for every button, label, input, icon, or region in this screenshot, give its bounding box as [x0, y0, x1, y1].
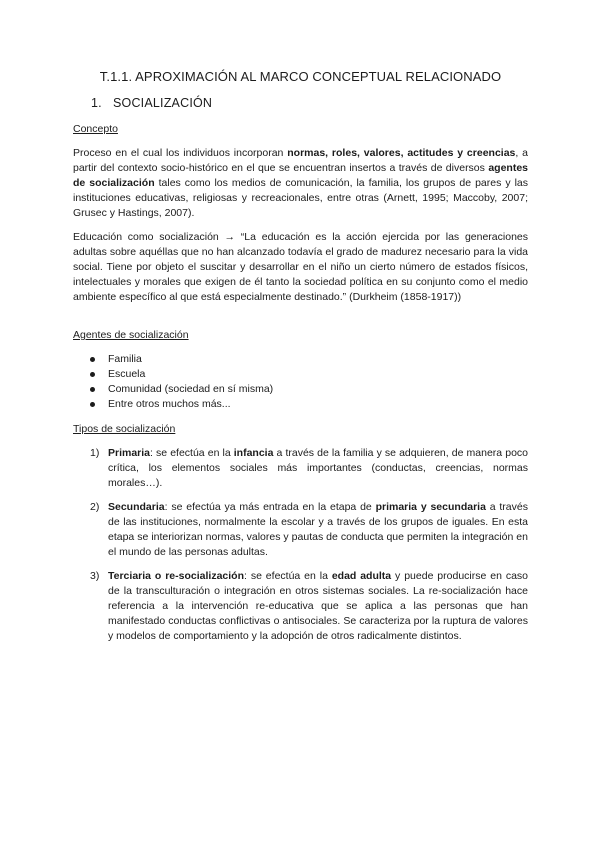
- tipos-heading: Tipos de socialización: [73, 423, 176, 435]
- text-run: Proceso en el cual los individuos incorporan: [73, 147, 288, 159]
- list-item: Entre otros muchos más...: [90, 397, 273, 412]
- tipos-item-terciaria: [90, 569, 528, 644]
- bold-run: primaria y secundaria: [375, 501, 486, 513]
- text-run: y puede producirse en caso de la transculturación o integración en otros sistemas sociales. La re-socialización hace referencia a la intervención re-educativa que se aplica a las personas que han manifestado conductas conflictivas o antisociales. Se caracteriza por la ruptura de valores y modelos de comportamiento y la adopción de otros radicalmente distintos.: [108, 570, 528, 642]
- item-number: 1): [90, 447, 100, 459]
- text-run: , a partir del contexto socio-histórico en el que se encuentran insertos a través de diversos: [73, 147, 528, 174]
- text-run: a través de la familia y se adquieren, de manera poco crítica, los elementos sociales más importantes (conductas, creencias, normas morales…).: [108, 447, 528, 489]
- text-run: a través de las instituciones, normalmente la escolar y a través de los grupos de iguales. En esta etapa se interiorizan normas, valores y pautas de conducta que permiten la integración en el mundo de las personas adultas.: [108, 501, 528, 558]
- list-item: Familia: [90, 352, 273, 367]
- text-run: tales como los medios de comunicación, la familia, los grupos de pares y las instituciones educativas, religiosas y recreacionales, entre otras (Arnett, 1995; Maccoby, 2007; Grusec y Hastings, 2007).: [73, 177, 528, 219]
- section-heading: [91, 96, 212, 110]
- item-text: [108, 500, 528, 560]
- text-run: : se efectúa en la: [150, 447, 234, 459]
- page-title: T.1.1. APROXIMACIÓN AL MARCO CONCEPTUAL RELACIONADO: [99, 69, 502, 84]
- bold-run: Terciaria o re-socialización: [108, 570, 244, 582]
- bold-run: agentes de socialización: [73, 162, 528, 189]
- concepto-paragraph-1: [73, 146, 528, 221]
- section-number: 1.: [91, 96, 102, 110]
- agentes-heading: Agentes de socialización: [73, 329, 189, 341]
- bold-run: Secundaria: [108, 501, 165, 513]
- bold-run: Primaria: [108, 447, 151, 459]
- item-text: [108, 446, 528, 491]
- list-item: Comunidad (sociedad en sí misma): [90, 382, 273, 397]
- agentes-list: [90, 352, 273, 412]
- item-number: 2): [90, 501, 100, 513]
- text-run: : se efectúa en la: [244, 570, 332, 582]
- list-item: Escuela: [90, 367, 273, 382]
- bold-run: normas, roles, valores, actitudes y creencias: [287, 147, 516, 159]
- item-number: 3): [90, 570, 100, 582]
- concepto-paragraph-2: Educación como socialización → “La educación es la acción ejercida por las generaciones adultas sobre aquéllas que no han alcanzado todavía el grado de madurez necesario para la vida social. Tiene por objeto el suscitar y desarrollar en el niño un cierto número de estados físicos, intelectuales y morales que exigen de él tanto la sociedad política en su conjunto como el medio ambiente específico al que está especialmente destinado.” (Durkheim (1858-1917)): [73, 231, 528, 303]
- tipos-item-secundaria: [90, 500, 528, 560]
- text-run: : se efectúa ya más entrada en la etapa de: [164, 501, 376, 513]
- bold-run: infancia: [233, 447, 274, 459]
- bold-run: edad adulta: [331, 570, 392, 582]
- tipos-item-primaria: [90, 446, 528, 491]
- item-text: [108, 569, 528, 644]
- section-title: SOCIALIZACIÓN: [113, 96, 213, 110]
- concepto-heading: Concepto: [73, 123, 118, 135]
